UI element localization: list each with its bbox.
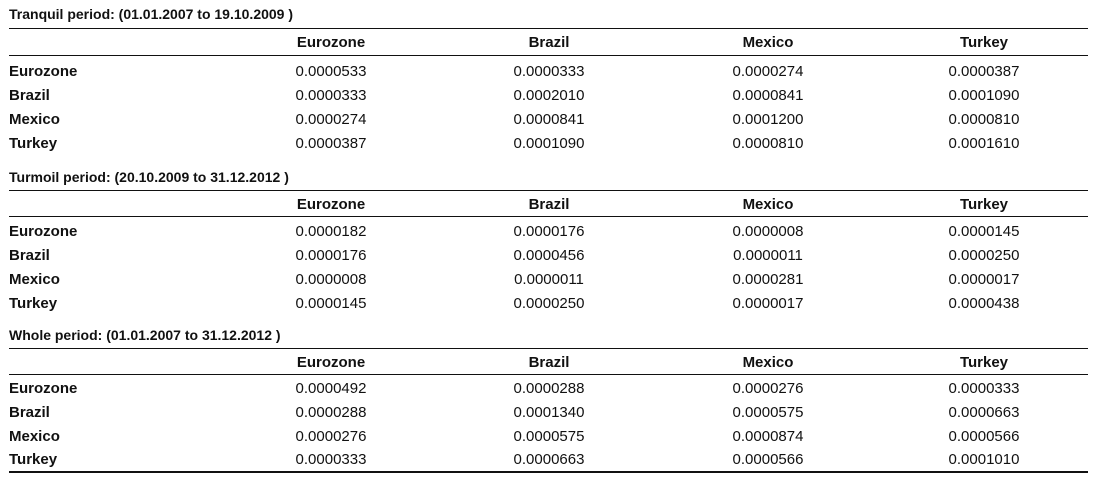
header-rule (9, 55, 1088, 56)
row-label: Mexico (9, 428, 60, 445)
table-cell: 0.0000288 (513, 380, 585, 397)
bottom-rule (9, 471, 1088, 473)
table-cell: 0.0000492 (295, 380, 367, 397)
table-cell: 0.0000333 (948, 380, 1020, 397)
table-cell: 0.0000575 (513, 428, 585, 445)
column-header-brazil: Brazil (528, 196, 570, 213)
table-cell: 0.0000874 (732, 428, 804, 445)
table-row (9, 222, 1088, 242)
row-label: Brazil (9, 404, 50, 421)
table-row (9, 403, 1088, 423)
header-row (9, 195, 1088, 215)
table-cell: 0.0000810 (732, 135, 804, 152)
table-row (9, 86, 1088, 106)
column-header-eurozone: Eurozone (296, 34, 366, 51)
table-cell: 0.0000011 (514, 271, 584, 288)
column-header-brazil: Brazil (528, 354, 570, 371)
table-cell: 0.0000663 (948, 404, 1020, 421)
table-cell: 0.0000276 (732, 380, 804, 397)
table-cell: 0.0000008 (295, 271, 367, 288)
table-row (9, 427, 1088, 447)
row-label: Eurozone (9, 380, 78, 397)
column-header-mexico: Mexico (742, 196, 794, 213)
table-row (9, 450, 1088, 470)
table-cell: 0.0000274 (295, 111, 367, 128)
column-header-eurozone: Eurozone (296, 196, 366, 213)
table-cell: 0.0000288 (295, 404, 367, 421)
table-cell: 0.0001090 (513, 135, 585, 152)
table-cell: 0.0000276 (295, 428, 367, 445)
table-cell: 0.0000810 (948, 111, 1020, 128)
table-cell: 0.0002010 (513, 87, 585, 104)
table-cell: 0.0000456 (513, 247, 585, 264)
table-cell: 0.0000017 (732, 295, 804, 312)
header-rule (9, 216, 1088, 217)
period-title: Tranquil period: (01.01.2007 to 19.10.2009 ) (9, 6, 294, 22)
table-cell: 0.0000841 (732, 87, 804, 104)
table-cell: 0.0000250 (948, 247, 1020, 264)
top-rule (9, 190, 1088, 191)
table-cell: 0.0000281 (732, 271, 804, 288)
column-header-mexico: Mexico (742, 34, 794, 51)
table-cell: 0.0000566 (732, 451, 804, 468)
table-cell: 0.0000182 (295, 223, 367, 240)
header-row (9, 353, 1088, 373)
header-rule (9, 374, 1088, 375)
table-row (9, 270, 1088, 290)
header-row (9, 33, 1088, 53)
column-header-brazil: Brazil (528, 34, 570, 51)
table-cell: 0.0001090 (948, 87, 1020, 104)
row-label: Eurozone (9, 223, 78, 240)
row-label: Turkey (9, 135, 58, 152)
table-cell: 0.0000333 (295, 87, 367, 104)
column-header-turkey: Turkey (959, 354, 1009, 371)
table-cell: 0.0000274 (732, 63, 804, 80)
table-cell: 0.0001200 (732, 111, 804, 128)
table-cell: 0.0000533 (295, 63, 367, 80)
table-row (9, 134, 1088, 154)
table-cell: 0.0000333 (513, 63, 585, 80)
table-row (9, 62, 1088, 82)
row-label: Brazil (9, 247, 50, 264)
row-label: Turkey (9, 295, 58, 312)
table-cell: 0.0000387 (295, 135, 367, 152)
column-header-turkey: Turkey (959, 34, 1009, 51)
table-cell: 0.0000008 (732, 223, 804, 240)
table-row (9, 379, 1088, 399)
table-cell: 0.0000145 (295, 295, 367, 312)
row-label: Mexico (9, 111, 60, 128)
table-cell: 0.0000176 (295, 247, 367, 264)
table-cell: 0.0000387 (948, 63, 1020, 80)
table-cell: 0.0000333 (295, 451, 367, 468)
row-label: Mexico (9, 271, 60, 288)
table-cell: 0.0001610 (948, 135, 1020, 152)
row-label: Eurozone (9, 63, 78, 80)
table-row (9, 110, 1088, 130)
table-cell: 0.0000438 (948, 295, 1020, 312)
column-header-eurozone: Eurozone (296, 354, 366, 371)
table-row (9, 246, 1088, 266)
table-cell: 0.0000566 (948, 428, 1020, 445)
table-row (9, 294, 1088, 314)
table-cell: 0.0000250 (513, 295, 585, 312)
top-rule (9, 28, 1088, 29)
period-title: Turmoil period: (20.10.2009 to 31.12.2012 ) (9, 169, 289, 185)
table-cell: 0.0000841 (513, 111, 585, 128)
period-title: Whole period: (01.01.2007 to 31.12.2012 ) (9, 327, 281, 343)
table-cell: 0.0000017 (948, 271, 1020, 288)
table-cell: 0.0000575 (732, 404, 804, 421)
column-header-mexico: Mexico (742, 354, 794, 371)
table-cell: 0.0000011 (733, 247, 803, 264)
row-label: Turkey (9, 451, 58, 468)
table-cell: 0.0001340 (513, 404, 585, 421)
row-label: Brazil (9, 87, 50, 104)
table-cell: 0.0001010 (948, 451, 1020, 468)
column-header-turkey: Turkey (959, 196, 1009, 213)
table-cell: 0.0000176 (513, 223, 585, 240)
table-cell: 0.0000663 (513, 451, 585, 468)
table-cell: 0.0000145 (948, 223, 1020, 240)
top-rule (9, 348, 1088, 349)
